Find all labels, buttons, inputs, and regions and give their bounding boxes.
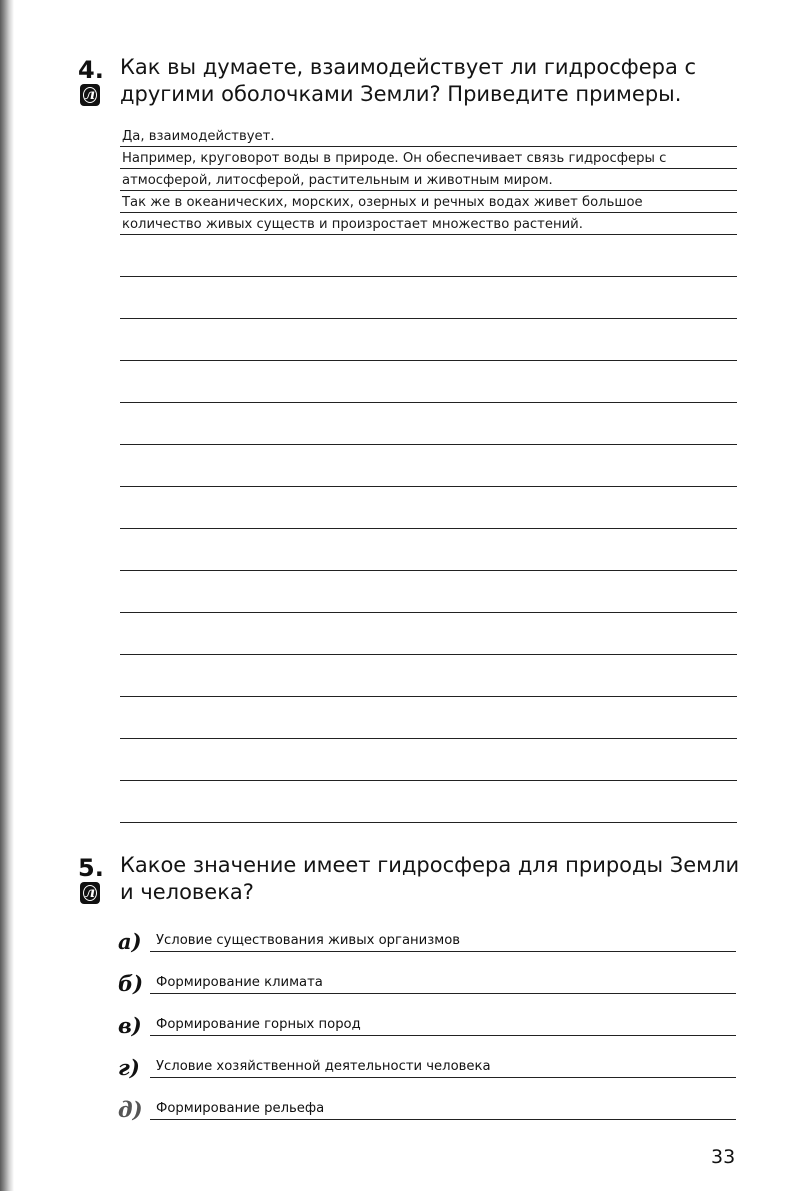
blank-line[interactable] bbox=[120, 235, 737, 277]
option-g bbox=[118, 1040, 738, 1082]
option-answer: Формирование климата bbox=[156, 975, 323, 990]
task-4-question: Как вы думаете, взаимодействует ли гидросфера с другими оболочками Земли? Приведите примеры. bbox=[120, 55, 697, 106]
page-number: 33 bbox=[711, 1146, 736, 1168]
option-b bbox=[118, 956, 738, 998]
option-letter: в) bbox=[118, 1013, 142, 1038]
task-4-answer-lines bbox=[120, 124, 737, 823]
answer-line[interactable]: Да, взаимодействует. bbox=[120, 124, 737, 147]
task-4-logic-badge-icon: л bbox=[80, 84, 100, 106]
blank-line[interactable] bbox=[120, 739, 737, 781]
option-letter: а) bbox=[118, 929, 142, 954]
blank-line[interactable] bbox=[120, 655, 737, 697]
blank-line[interactable] bbox=[120, 403, 737, 445]
option-answer: Формирование рельефа bbox=[156, 1101, 325, 1116]
blank-line[interactable] bbox=[120, 529, 737, 571]
option-answer: Условие хозяйственной деятельности человека bbox=[156, 1059, 491, 1074]
answer-line[interactable]: Например, круговорот воды в природе. Он обеспечивает связь гидросферы с bbox=[120, 147, 737, 169]
option-d bbox=[118, 1082, 738, 1124]
blank-line[interactable] bbox=[120, 571, 737, 613]
blank-line[interactable] bbox=[120, 487, 737, 529]
option-letter: б) bbox=[118, 971, 144, 996]
blank-line[interactable] bbox=[120, 361, 737, 403]
blank-line[interactable] bbox=[120, 319, 737, 361]
task-5-logic-badge-icon: л bbox=[80, 882, 100, 904]
task-4-number: 4. bbox=[78, 56, 104, 84]
answer-line[interactable]: количество живых существ и произростает множество растений. bbox=[120, 213, 737, 235]
blank-line[interactable] bbox=[120, 781, 737, 823]
task-5-question: Какое значение имеет гидросфера для природы Земли и человека? bbox=[120, 853, 740, 904]
task-5-options bbox=[118, 914, 738, 1124]
answer-line[interactable] bbox=[150, 951, 736, 952]
option-a bbox=[118, 914, 738, 956]
task-5-number: 5. bbox=[78, 854, 104, 882]
answer-line[interactable]: Так же в океанических, морских, озерных и речных водах живет большое bbox=[120, 191, 737, 213]
answer-line[interactable] bbox=[150, 1077, 736, 1078]
answer-line[interactable] bbox=[150, 1119, 736, 1120]
option-letter: г) bbox=[118, 1055, 140, 1080]
blank-line[interactable] bbox=[120, 277, 737, 319]
blank-line[interactable] bbox=[120, 697, 737, 739]
option-letter: д) bbox=[118, 1097, 143, 1122]
answer-line[interactable]: атмосферой, литосферой, растительным и животным миром. bbox=[120, 169, 737, 191]
option-answer: Формирование горных пород bbox=[156, 1017, 361, 1032]
answer-line[interactable] bbox=[150, 993, 736, 994]
blank-line[interactable] bbox=[120, 445, 737, 487]
blank-line[interactable] bbox=[120, 613, 737, 655]
scan-edge-shadow bbox=[0, 0, 14, 1191]
option-answer: Условие существования живых организмов bbox=[156, 933, 461, 948]
answer-line[interactable] bbox=[150, 1035, 736, 1036]
option-v bbox=[118, 998, 738, 1040]
